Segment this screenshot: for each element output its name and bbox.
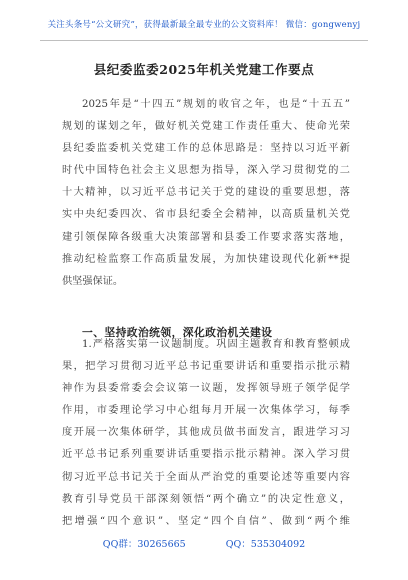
text-line: 近平总书记系列重要讲话重要指示批示精神。深入学习贯 [62,449,350,461]
text-line: 2025年是“十四五”规划的收官之年，也是“十五五” [82,99,350,110]
text-line: 彻习近平总书记关于全面从严治党的重要论述等重要内容 [62,471,350,483]
text-line: 县纪委监委机关党建工作的总体思路是：坚持以习近平新 [62,143,350,155]
text-line: 1.严格落实第一议题制度。巩固主题教育和教育整顿成 [82,339,350,350]
text-line: 度开展一次集体研学，其他成员做书面发言，跟进学习习 [62,427,350,439]
footer-qq-number: QQ：535304092 [225,539,306,550]
text-line: 推动纪检监察工作高质量发展，为加快建设现代化新**提 [62,253,350,265]
text-line: 供坚强保证。 [62,275,124,287]
section-1-paragraph [62,334,350,533]
text-line: 教育引导党员干部深刻领悟“两个确立”的决定性意义， [62,493,350,505]
section-heading-1: 一、坚持政治统领，深化政治机关建设 [82,326,273,339]
text-line: 把增强“四个意识”、坚定“四个自信”、做到“两个维 [62,515,350,527]
text-line: 时代中国特色社会主义思想为指导，深入学习贯彻党的二 [62,165,350,177]
text-line: 作用，市委理论学习中心组每月开展一次集体学习，每季 [62,405,350,417]
text-line: 建引领保障各级重大决策部署和县委工作要求落实落地， [62,231,350,243]
intro-paragraph [62,94,350,293]
text-line: 神作为县委常委会会议第一议题，发挥领导班子领学促学 [62,383,350,395]
text-line: 果，把学习贯彻习近平总书记重要讲话和重要指示批示精 [62,361,350,373]
footer-qq-group: QQ群：30265665 [102,539,186,550]
footer-contact [0,536,408,550]
header-divider [40,40,368,41]
text-line: 实中央纪委四次、省市县纪委全会精神，以高质量机关党 [62,209,350,221]
text-line: 规划的谋划之年，做好机关党建工作责任重大、使命光荣 [62,121,350,133]
document-title: 县纪委监委2025年机关党建工作要点 [93,62,315,77]
text-line: 十大精神，以习近平总书记关于党的建设的重要思想，落 [62,187,350,199]
header-promo-banner: 关注头条号“公文研究”，获得最新最全最专业的公文资料库！ 微信：gongwenyj [47,20,361,30]
